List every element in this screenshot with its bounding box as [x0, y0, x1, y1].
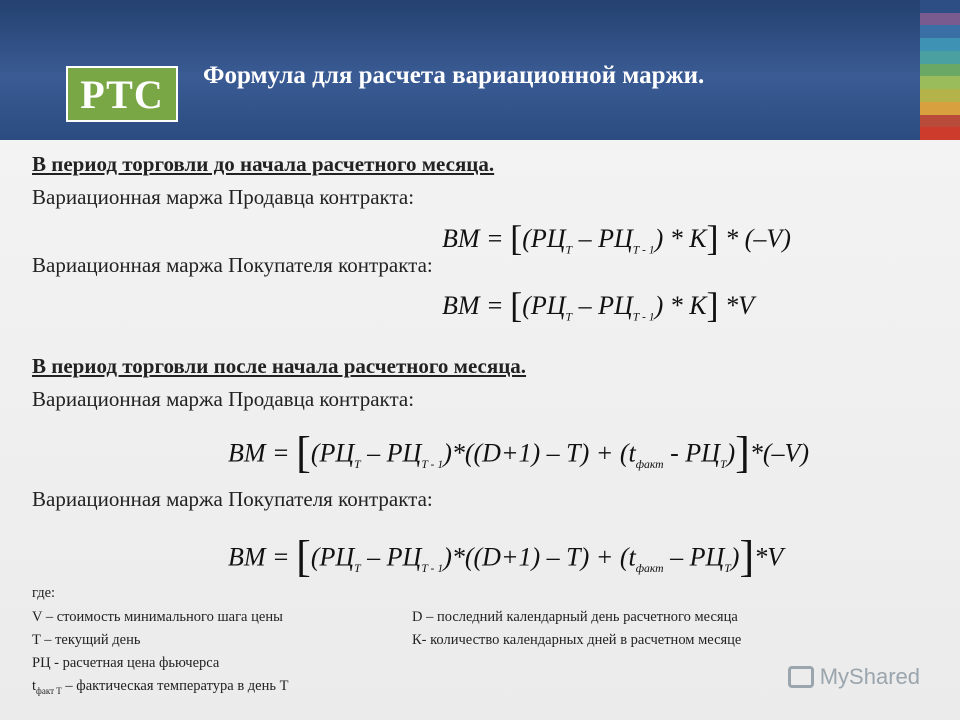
formula-1-buyer: ВМ = $[(РЦ_T - РЦ_{T - 1}) * К]$ *V — [442, 285, 755, 325]
formula-2-buyer: ВМ = $[(РЦ_T - РЦ_{T - 1})*((D+1) - T) + (t_{факт} - РЦ_T)]*V$ — [228, 532, 784, 581]
color-stripe — [920, 38, 960, 51]
formula-2-seller: ВМ = $[(РЦ_T - РЦ_{T - 1})*((D+1) - T) + (t_{факт} - РЦ_T)]*(-V)$ — [228, 428, 810, 477]
color-stripe — [920, 0, 960, 13]
legend-where: где: — [32, 585, 56, 601]
color-stripe — [920, 13, 960, 26]
legend-tfakt-rest: – фактическая температура в день T — [61, 678, 289, 694]
presentation-icon — [788, 666, 814, 688]
color-stripe — [920, 127, 960, 140]
section2-buyer-label: Вариационная маржа Покупателя контракта: — [32, 487, 433, 511]
section2-heading: В период торговли после начала расчетного месяца. — [32, 354, 527, 378]
color-stripe — [920, 102, 960, 115]
section1-seller-label: Вариационная маржа Продавца контракта: — [32, 185, 415, 209]
section1-buyer-label: Вариационная маржа Покупателя контракта: — [32, 253, 433, 277]
legend-tfakt-main: t — [32, 678, 37, 694]
logo-text: РТС — [80, 71, 164, 117]
color-stripe — [920, 89, 960, 102]
color-stripe — [920, 76, 960, 89]
color-stripe — [920, 115, 960, 128]
legend-rc: РЦ - расчетная цена фьючерса — [32, 655, 220, 671]
watermark-text: MyShared — [819, 664, 920, 689]
legend-tfakt-sub: факт T — [36, 685, 62, 696]
formula-1-seller: ВМ = $[(РЦ_T - РЦ_{T - 1}) * К] * (-V)$ — [442, 218, 791, 258]
rts-logo — [66, 66, 178, 122]
color-stripes — [920, 0, 960, 140]
section2-seller-label: Вариационная маржа Продавца контракта: — [32, 387, 415, 411]
legend-k: К- количество календарных дней в расчетном месяце — [412, 632, 742, 648]
header-banner — [0, 0, 960, 140]
section1-heading: В период торговли до начала расчетного месяца. — [32, 152, 495, 176]
legend-t: T – текущий день — [32, 632, 141, 648]
color-stripe — [920, 25, 960, 38]
page-title: Формула для расчета вариационной маржи. — [203, 62, 705, 89]
color-stripe — [920, 64, 960, 77]
myshared-watermark — [788, 664, 920, 690]
legend-d: D – последний календарный день расчетного месяца — [412, 609, 738, 625]
legend-v: V – стоимость минимального шага цены — [32, 609, 283, 625]
color-stripe — [920, 51, 960, 64]
legend-tfakt — [32, 678, 288, 696]
